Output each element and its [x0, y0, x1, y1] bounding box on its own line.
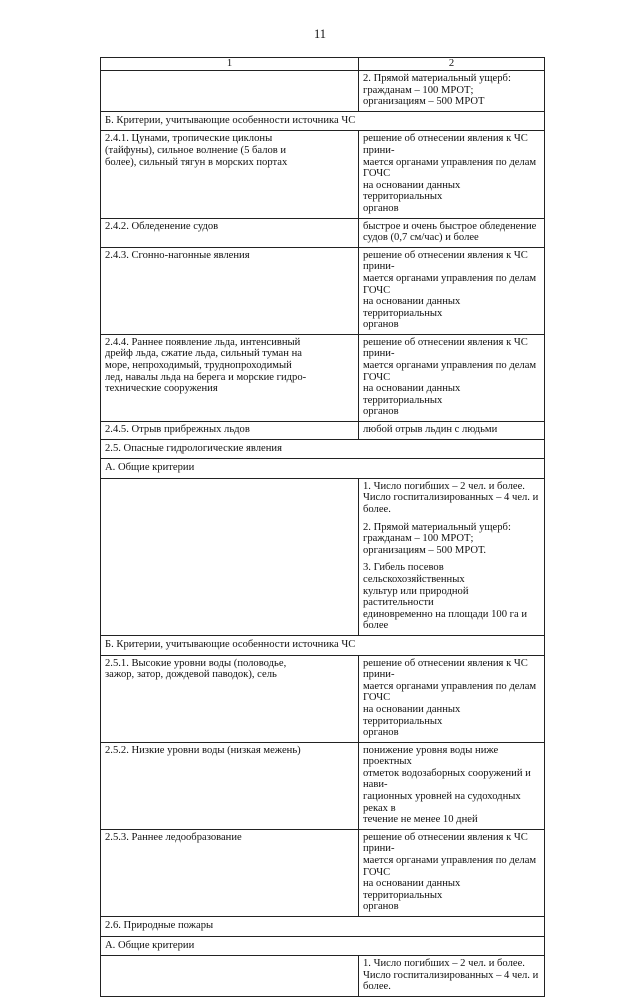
- threshold-paragraph: 2. Прямой материальный ущерб: гражданам – 100 МРОТ; организациям – 500 МРОТ: [363, 73, 511, 108]
- criterion-cell: [101, 71, 359, 112]
- section-heading: А. Общие критерии: [101, 459, 545, 479]
- section-heading: А. Общие критерии: [101, 936, 545, 956]
- section-heading: Б. Критерии, учитывающие особенности источника ЧС: [101, 635, 545, 655]
- table-body: [101, 71, 545, 997]
- section-heading-row: [101, 439, 545, 459]
- criteria-table: [100, 57, 545, 997]
- criterion-cell: 2.5.2. Низкие уровни воды (низкая межень): [101, 742, 359, 829]
- table-row: [101, 334, 545, 421]
- table-row: [101, 742, 545, 829]
- threshold-cell: [359, 829, 545, 916]
- table-row: [101, 131, 545, 218]
- table-row: [101, 478, 545, 635]
- threshold-cell: [359, 71, 545, 112]
- table-row: [101, 247, 545, 334]
- threshold-paragraph: 2. Прямой материальный ущерб: гражданам – 100 МРОТ; организациям – 500 МРОТ.: [363, 521, 511, 556]
- table-row: [101, 956, 545, 997]
- table-row: [101, 655, 545, 742]
- threshold-cell: [359, 742, 545, 829]
- criterion-cell: 2.5.1. Высокие уровни воды (половодье, зажор, затор, дождевой паводок), сель: [101, 655, 359, 742]
- criterion-cell: [101, 478, 359, 635]
- criterion-cell: 2.4.4. Раннее появление льда, интенсивный дрейф льда, сжатие льда, сильный туман на море, непроходимый, труднопроходимый лед, навалы льда на берега и морские гидро- технические сооружения: [101, 334, 359, 421]
- threshold-paragraph: любой отрыв льдин с людьми: [363, 424, 498, 436]
- table-row: [101, 218, 545, 247]
- threshold-paragraph: 1. Число погибших – 2 чел. и более. Число госпитализированных – 4 чел. и более.: [363, 958, 539, 993]
- threshold-paragraph: решение об отнесении явления к ЧС прини- мается органами управления по делам ГОЧС на основании данных территориальных органов: [363, 133, 537, 214]
- criterion-cell: [101, 956, 359, 997]
- section-heading: 2.6. Природные пожары: [101, 917, 545, 937]
- section-heading-row: [101, 936, 545, 956]
- column-header: 1: [101, 58, 359, 71]
- threshold-paragraph: решение об отнесении явления к ЧС прини- мается органами управления по делам ГОЧС на основании данных территориальных органов: [363, 831, 537, 913]
- threshold-paragraph: 1. Число погибших – 2 чел. и более. Число госпитализированных – 4 чел. и более.: [363, 480, 539, 515]
- section-heading-row: [101, 459, 545, 479]
- table-row: [101, 71, 545, 112]
- threshold-cell: [359, 655, 545, 742]
- table-row: [101, 422, 545, 440]
- section-heading: 2.5. Опасные гидрологические явления: [101, 439, 545, 459]
- threshold-paragraph: быстрое и очень быстрое обледенение судов (0,7 см/час) и более: [363, 220, 537, 244]
- threshold-cell: [359, 218, 545, 247]
- threshold-paragraph: понижение уровня воды ниже проектных отметок водозаборных сооружений и нави- гационных уровней на судоходных реках в течение не менее 10 дней: [363, 744, 531, 826]
- threshold-paragraph: решение об отнесении явления к ЧС прини- мается органами управления по делам ГОЧС на основании данных территориальных органов: [363, 249, 537, 331]
- threshold-paragraph: решение об отнесении явления к ЧС прини- мается органами управления по делам ГОЧС на основании данных территориальных органов: [363, 657, 537, 739]
- column-header: 2: [359, 58, 545, 71]
- table-row: [101, 829, 545, 916]
- threshold-paragraph: 3. Гибель посевов сельскохозяйственных культур или природной растительности единовременно на площади 100 га и более: [363, 562, 528, 632]
- criterion-cell: 2.4.5. Отрыв прибрежных льдов: [101, 422, 359, 440]
- threshold-cell: [359, 334, 545, 421]
- threshold-cell: [359, 478, 545, 635]
- criterion-cell: 2.4.1. Цунами, тропические циклоны (тайфуны), сильное волнение (5 балов и более), сильный тягун в морских портах: [101, 131, 359, 218]
- table-header-row: [101, 58, 545, 71]
- page-number: 11: [313, 27, 327, 41]
- section-heading-row: [101, 635, 545, 655]
- criterion-cell: 2.5.3. Раннее ледообразование: [101, 829, 359, 916]
- threshold-cell: [359, 956, 545, 997]
- criterion-cell: 2.4.2. Обледенение судов: [101, 218, 359, 247]
- section-heading-row: [101, 111, 545, 131]
- section-heading: Б. Критерии, учитывающие особенности источника ЧС: [101, 111, 545, 131]
- threshold-cell: [359, 131, 545, 218]
- threshold-cell: [359, 422, 545, 440]
- threshold-paragraph: решение об отнесении явления к ЧС прини- мается органами управления по делам ГОЧС на основании данных территориальных органов: [363, 336, 537, 418]
- threshold-cell: [359, 247, 545, 334]
- criterion-cell: 2.4.3. Сгонно-нагонные явления: [101, 247, 359, 334]
- section-heading-row: [101, 917, 545, 937]
